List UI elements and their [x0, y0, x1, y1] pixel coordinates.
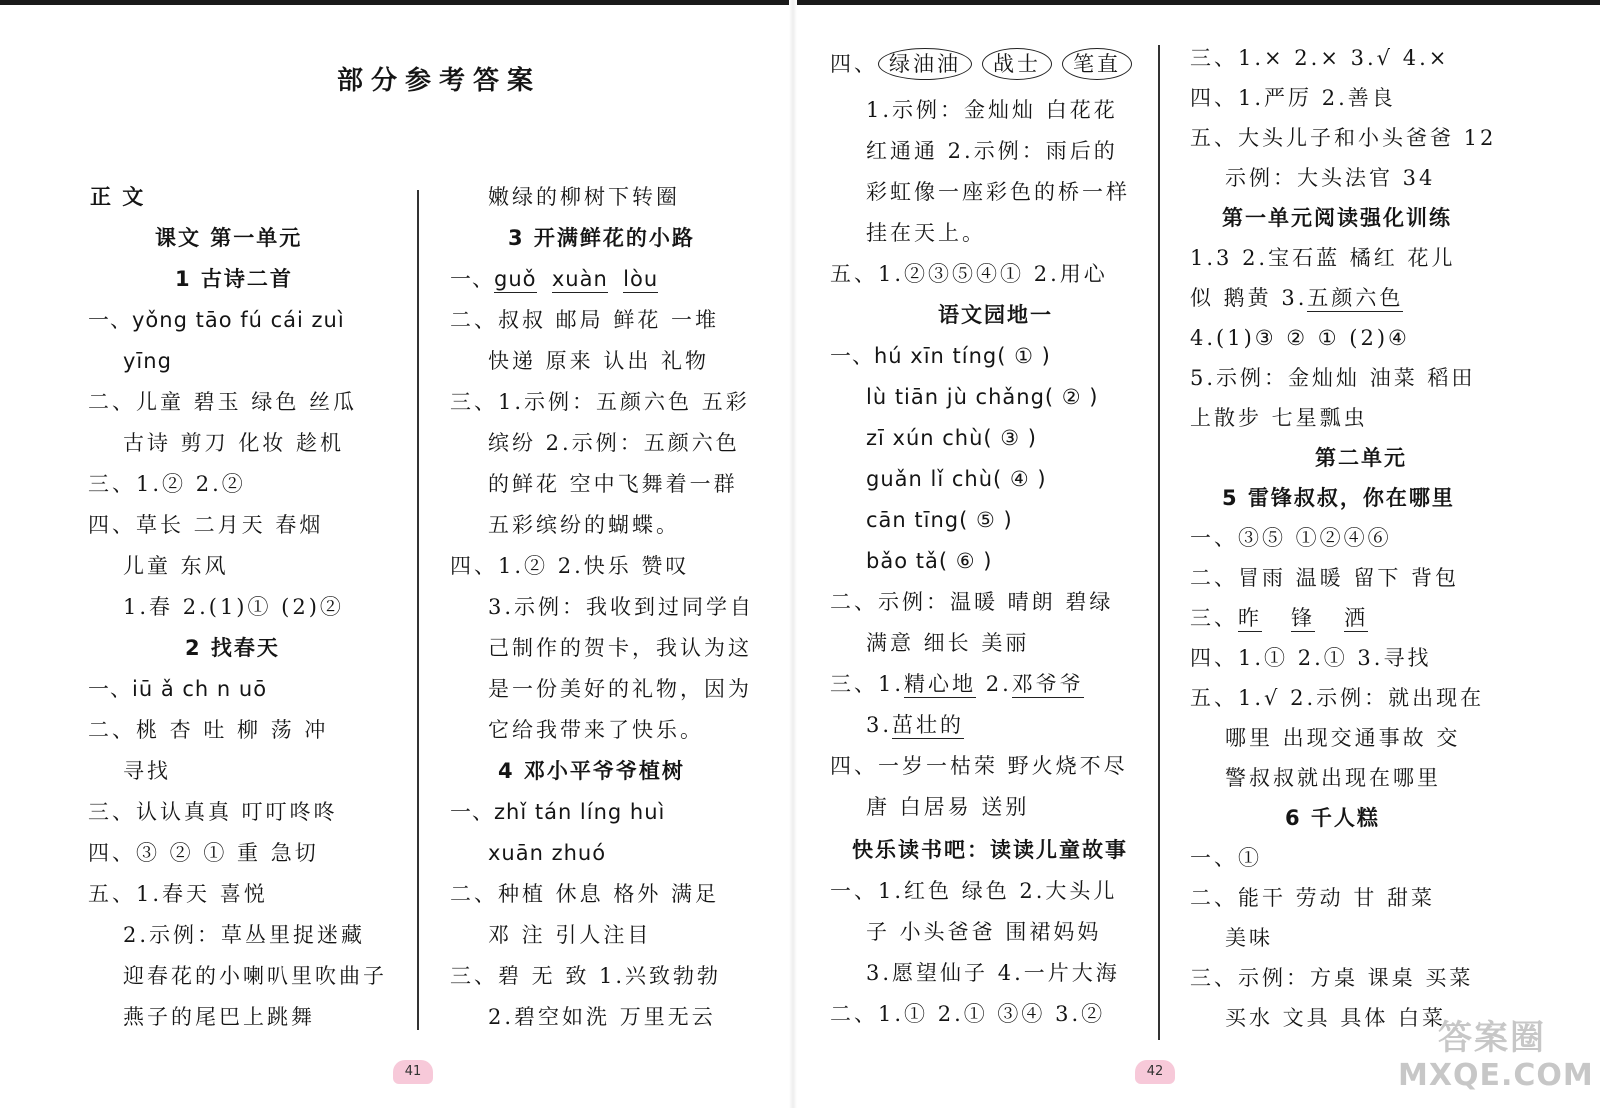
answer-line: 一、③⑤ ①②④⑥	[1190, 526, 1392, 550]
answer-line: 儿童 东风	[123, 554, 229, 578]
answer-line: 是一份美好的礼物，因为	[488, 677, 752, 701]
page-title: 部分参考答案	[337, 66, 542, 96]
answer-line: 一、①	[1190, 846, 1262, 870]
underlined-answer: 昨	[1238, 606, 1262, 630]
page-number-left: 41	[393, 1060, 433, 1084]
unit-heading: 第二单元	[1315, 446, 1407, 470]
answer-line	[866, 710, 964, 740]
answer-line: 二、冒雨 温暖 留下 背包	[1190, 566, 1460, 590]
answer-line: 它给我带来了快乐。	[488, 718, 704, 742]
answer-line: 一、zhǐ tán líng huì	[450, 800, 666, 824]
answer-number: 2.	[985, 672, 1012, 696]
answer-line: 二、叔叔 邮局 鲜花 一堆	[450, 308, 720, 332]
watermark-en: MXQE.COM	[1398, 1058, 1594, 1093]
answer-line: 二、儿童 碧玉 绿色 丝瓜	[88, 390, 358, 414]
answer-line: zī xún chù( ③ )	[866, 426, 1037, 450]
answer-line	[1190, 603, 1368, 633]
answer-line: 一、yǒng tāo fú cái zuì	[88, 308, 345, 332]
answer-prefix: 三、1.	[830, 672, 905, 696]
answer-line: yīng	[123, 349, 172, 373]
answer-line: 二、示例：温暖 晴朗 碧绿	[830, 590, 1114, 614]
answer-line: 四、草长 二月天 春烟	[88, 513, 324, 537]
answer-line: 三、示例：方桌 课桌 买菜	[1190, 966, 1474, 990]
answer-line: 一、iū ǎ ch n uō	[88, 677, 268, 701]
answer-line: 的鲜花 空中飞舞着一群	[488, 472, 738, 496]
underlined-answer: 精心地	[904, 672, 977, 696]
circled-answer: 战士	[982, 48, 1052, 80]
answer-line: 迎春花的小喇叭里吹曲子	[123, 964, 387, 988]
answer-line: 二、能干 劳动 甘 甜菜	[1190, 886, 1436, 910]
answer-line: 4.(1)③ ② ① (2)④	[1190, 326, 1410, 350]
answer-line: 二、桃 杏 吐 柳 荡 冲	[88, 718, 329, 742]
answer-line: 警叔叔就出现在哪里	[1225, 766, 1441, 790]
underlined-answer: 五颜六色	[1307, 286, 1404, 310]
answer-line: 快递 原来 认出 礼物	[488, 349, 710, 373]
top-edge-band	[0, 0, 1600, 5]
answer-line: 五、1.√ 2.示例：就出现在	[1190, 686, 1485, 710]
answer-line: 嫩绿的柳树下转圈	[488, 185, 680, 209]
answer-line: 子 小头爸爸 围裙妈妈	[866, 920, 1102, 944]
answer-line: 2.示例：草丛里捉迷藏	[123, 923, 366, 947]
answer-line: 四、1.① 2.① 3.寻找	[1190, 646, 1432, 670]
answer-line: xuān zhuó	[488, 841, 607, 865]
answer-prefix: 四、	[830, 52, 878, 76]
section-heading: 语文园地一	[938, 303, 1053, 327]
answer-line: 四、1.② 2.快乐 赞叹	[450, 554, 690, 578]
answer-line: 二、1.① 2.① ③④ 3.②	[830, 1002, 1106, 1026]
underlined-answer: 洒	[1344, 606, 1369, 630]
underlined-answer: 邓爷爷	[1011, 672, 1084, 696]
answer-line: 五、1.春天 喜悦	[88, 882, 268, 906]
answer-line: 四、③ ② ① 重 急切	[88, 841, 319, 865]
lesson-heading: 4 邓小平爷爷植树	[498, 759, 685, 783]
answer-line: 美味	[1225, 926, 1273, 950]
answer-line: lù tiān jù chǎng( ② )	[866, 385, 1099, 409]
answer-line	[830, 669, 1084, 699]
answer-line: 五彩缤纷的蝴蝶。	[488, 513, 680, 537]
underlined-answer: lòu	[623, 267, 659, 291]
answer-line: 三、1.② 2.②	[88, 472, 246, 496]
answer-line: 3.示例：我收到过同学自	[488, 595, 755, 619]
answer-prefix: 3.	[866, 713, 893, 737]
section-heading: 正 文	[90, 185, 146, 209]
answer-line: 己制作的贺卡，我认为这	[488, 636, 752, 660]
lesson-heading: 5 雷锋叔叔，你在哪里	[1222, 486, 1455, 510]
section-heading: 快乐读书吧：读读儿童故事	[852, 838, 1128, 862]
answer-line: 唐 白居易 送别	[866, 795, 1030, 819]
underlined-answer: 茁壮的	[892, 713, 965, 737]
circled-answer: 绿油油	[878, 48, 972, 80]
underlined-answer: xuàn	[551, 267, 608, 291]
answer-line: 五、大头儿子和小头爸爸 12	[1190, 126, 1497, 150]
answer-line: 古诗 剪刀 化妆 趁机	[123, 431, 345, 455]
answer-prefix: 一、	[450, 267, 494, 291]
answer-line: 燕子的尾巴上跳舞	[123, 1005, 315, 1029]
answer-line: bǎo tǎ( ⑥ )	[866, 549, 993, 573]
answer-line: 红通通 2.示例：雨后的	[866, 139, 1118, 163]
answer-line: 三、1.示例：五颜六色 五彩	[450, 390, 750, 414]
answer-line: 示例：大头法官 34	[1225, 166, 1436, 190]
answer-line	[450, 264, 658, 294]
answer-line	[1190, 283, 1403, 313]
answer-line: 一、hú xīn tíng( ① )	[830, 344, 1051, 368]
answer-line: 1.春 2.(1)① (2)②	[123, 595, 344, 619]
answer-line: 彩虹像一座彩色的桥一样	[866, 180, 1130, 204]
answer-line: cān tīng( ⑤ )	[866, 508, 1013, 532]
page-number-right: 42	[1135, 1060, 1175, 1084]
answer-line: 寻找	[123, 759, 171, 783]
lesson-heading: 1 古诗二首	[175, 267, 293, 291]
answer-line	[830, 48, 1142, 80]
circled-answer: 笔直	[1062, 48, 1132, 80]
section-heading: 第一单元阅读强化训练	[1222, 206, 1452, 230]
underlined-answer: guǒ	[494, 267, 537, 291]
answer-line: 二、种植 休息 格外 满足	[450, 882, 720, 906]
answer-line: 3.愿望仙子 4.一片大海	[866, 961, 1120, 985]
answer-line: 满意 细长 美丽	[866, 631, 1030, 655]
answer-line: 挂在天上。	[866, 221, 986, 245]
column-divider-left	[417, 190, 419, 1030]
watermark-cn: 答案圈	[1438, 1018, 1546, 1058]
answer-line: 三、1.× 2.× 3.√ 4.×	[1190, 46, 1450, 70]
answer-line: 缤纷 2.示例：五颜六色	[488, 431, 740, 455]
answer-line: 三、碧 无 致 1.兴致勃勃	[450, 964, 722, 988]
answer-line: 5.示例：金灿灿 油菜 稻田	[1190, 366, 1476, 390]
answer-line: 1.示例：金灿灿 白花花	[866, 98, 1118, 122]
answer-line: 买水 文具 具体 白菜	[1225, 1006, 1447, 1030]
column-divider-right	[1158, 45, 1160, 1040]
answer-line: 1.3 2.宝石蓝 橘红 花儿	[1190, 246, 1456, 270]
lesson-heading: 6 千人糕	[1285, 806, 1380, 830]
watermark-logo	[1398, 1010, 1598, 1100]
lesson-heading: 3 开满鲜花的小路	[508, 226, 695, 250]
answer-line: 四、1.严厉 2.善良	[1190, 86, 1396, 110]
answer-line: 五、1.②③⑤④① 2.用心	[830, 262, 1108, 286]
answer-line: 上散步 七星瓢虫	[1190, 406, 1368, 430]
answer-prefix: 似 鹅黄 3.	[1190, 286, 1308, 310]
answer-line: 邓 注 引人注目	[488, 923, 652, 947]
answer-line: 2.碧空如洗 万里无云	[488, 1005, 716, 1029]
unit-heading: 课文 第一单元	[155, 226, 303, 250]
page-fold	[789, 0, 797, 1108]
answer-line: 一、1.红色 绿色 2.大头儿	[830, 879, 1118, 903]
answer-line: guǎn lǐ chù( ④ )	[866, 467, 1047, 491]
underlined-answer: 锋	[1291, 606, 1316, 630]
answer-line: 哪里 出现交通事故 交	[1225, 726, 1461, 750]
answer-line: 三、认认真真 叮叮咚咚	[88, 800, 338, 824]
lesson-heading: 2 找春天	[185, 636, 280, 660]
answer-line: 四、一岁一枯荣 野火烧不尽	[830, 754, 1128, 778]
answer-prefix: 三、	[1190, 606, 1238, 630]
